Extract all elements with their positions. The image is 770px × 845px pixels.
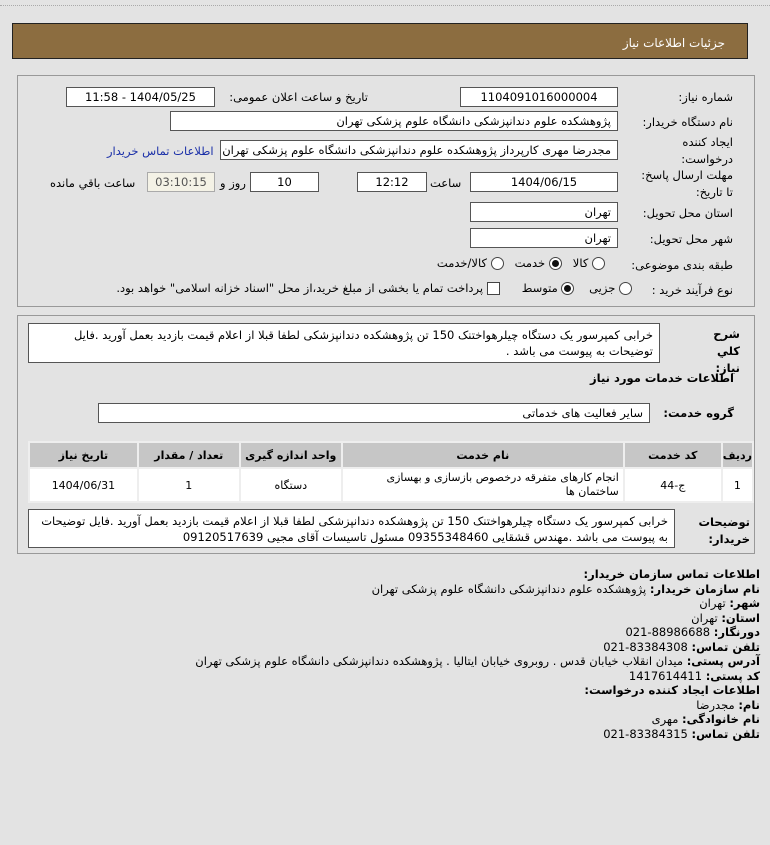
contact-title: اطلاعات تماس سازمان خریدار: (583, 567, 760, 581)
fax-value: 88986688-021 (625, 625, 711, 639)
buyer-contact-link[interactable]: اطلاعات تماس خریدار (107, 144, 214, 158)
fax-label: دورنگار: (713, 625, 760, 639)
postal-label: کد پستی: (705, 668, 760, 683)
deadline-label: مهلت ارسال پاسخ: تا تاریخ: (641, 168, 733, 199)
group-label: گروه خدمت: (663, 406, 734, 420)
radio-minor[interactable] (619, 282, 632, 295)
city-value: تهران (699, 596, 726, 610)
creator-label: ایجاد کننده درخواست: (681, 135, 733, 166)
radio-goods-label: کالا (572, 256, 589, 270)
days-field[interactable]: 10 (250, 172, 319, 192)
need-number-field[interactable]: 1104091016000004 (460, 87, 618, 107)
city-label: شهر: (729, 596, 760, 610)
cell-row: 1 (723, 469, 752, 501)
address-value: میدان انقلاب خیابان قدس . روبروی خیابان ایتالیا . پژوهشکده دندانپزشکی دانشگاه علوم پزشکی تهران (195, 654, 684, 668)
cell-unit: دستگاه (241, 469, 341, 501)
col-row: ردیف (723, 443, 752, 467)
province-field[interactable]: تهران (470, 202, 618, 222)
radio-minor-label: جزیی (589, 281, 616, 295)
org-value: پژوهشکده علوم دندانپزشکی دانشگاه علوم پزشکی تهران (371, 581, 647, 596)
radio-service[interactable] (549, 257, 562, 270)
col-unit: واحد اندازه گیری (241, 443, 341, 467)
services-title: اطلاعات خدمات مورد نیاز (590, 371, 734, 385)
table-header-row (30, 443, 752, 467)
buyer-org-label: نام دستگاه خریدار: (642, 115, 733, 129)
cell-name: انجام کارهای متفرقه درخصوص بازسازی و بهسازی ساختمان ها (343, 469, 623, 501)
remaining-label: ساعت باقي مانده (50, 176, 136, 190)
phone-label: تلفن تماس: (691, 639, 760, 654)
services-table (28, 441, 754, 503)
address-label: آدرس پستی: (686, 654, 760, 668)
cell-date: 1404/06/31 (30, 469, 137, 501)
radio-goods[interactable] (592, 257, 605, 270)
city-label: شهر محل تحویل: (649, 232, 733, 246)
col-name: نام خدمت (343, 443, 623, 467)
province-label: استان محل تحویل: (642, 206, 733, 220)
city-field[interactable]: تهران (470, 228, 618, 248)
postal-value: 1417614411 (628, 668, 703, 683)
announce-field[interactable]: 1404/05/25 - 11:58 (66, 87, 215, 107)
category-label: طبقه بندی موضوعی: (631, 258, 733, 272)
announce-label: تاریخ و ساعت اعلان عمومی: (229, 90, 368, 104)
cell-qty: 1 (139, 469, 239, 501)
family-label: نام خانوادگی: (682, 712, 760, 726)
radio-medium-label: متوسط (521, 281, 558, 295)
creator-field[interactable]: مجدرضا مهری کارپرداز پژوهشکده علوم دندانپزشکی دانشگاه علوم پزشکی تهران (220, 140, 618, 160)
contact-info (20, 567, 760, 741)
cell-code: ج-44 (625, 469, 721, 501)
deadline-time-field[interactable]: 12:12 (357, 172, 427, 192)
radio-goods-service[interactable] (491, 257, 504, 270)
deadline-date-field[interactable]: 1404/06/15 (470, 172, 618, 192)
process-radio-group (116, 281, 632, 295)
creator-phone-label: تلفن تماس: (691, 726, 760, 741)
remaining-time-field: 03:10:15 (147, 172, 215, 192)
need-number-label: شماره نیاز: (678, 90, 733, 104)
buyer-note-text: خرابی کمپرسور یک دستگاه چیلرهواختنک 150 تن پژوهشکده دندانپزشکی لطفا قبلا از اعلام قیمت بازدید بعمل آورید .فایل توضیحات به پیوست می باشد .مهندس قشقایی 09355348460 مسئول تاسیسات آقای مجیی 09120517639 (28, 509, 675, 548)
province-label: استان: (721, 610, 760, 625)
radio-medium[interactable] (561, 282, 574, 295)
col-code: کد خدمت (625, 443, 721, 467)
phone-value: 83384308-021 (603, 639, 688, 654)
radio-goods-service-label: کالا/خدمت (436, 256, 487, 270)
name-value: مجدرضا (696, 697, 735, 712)
group-field[interactable]: سایر فعالیت های خدماتی (98, 403, 650, 423)
category-radio-group (437, 256, 605, 270)
page-header: جزئیات اطلاعات نیاز (12, 23, 748, 59)
treasury-checkbox[interactable] (487, 282, 500, 295)
process-label: نوع فرآیند خرید : (651, 283, 733, 297)
desc-text: خرابی کمپرسور یک دستگاه چیلرهواختنک 150 تن پژوهشکده دندانپزشکی لطفا قبلا از اعلام قیمت بازدید بعمل آورید .فایل توضیحات به پیوست می باشد . (28, 323, 660, 363)
province-value: تهران (691, 610, 718, 625)
creator-phone-value: 83384315-021 (603, 726, 688, 741)
days-label: روز و (220, 176, 246, 190)
buyer-org-field[interactable]: پژوهشکده علوم دندانپزشکی دانشگاه علوم پزشکی تهران (170, 111, 618, 131)
col-qty: تعداد / مقدار (139, 443, 239, 467)
time-label: ساعت (430, 176, 462, 190)
buyer-note-label: توضیحات خریدار: (698, 515, 750, 546)
creator-title: اطلاعات ایجاد کننده درخواست: (584, 683, 760, 697)
org-label: نام سازمان خریدار: (649, 581, 760, 596)
name-label: نام: (738, 697, 760, 712)
radio-service-label: خدمت (514, 256, 546, 270)
top-divider (0, 0, 770, 6)
table-row (30, 469, 752, 501)
col-date: تاریخ نیاز (30, 443, 137, 467)
family-value: مهری (651, 712, 679, 726)
desc-label: شرح کلي نیاز: (713, 327, 740, 375)
payment-note: پرداخت تمام یا بخشی از مبلغ خرید،از محل "اسناد خزانه اسلامی" خواهد بود. (116, 281, 484, 295)
